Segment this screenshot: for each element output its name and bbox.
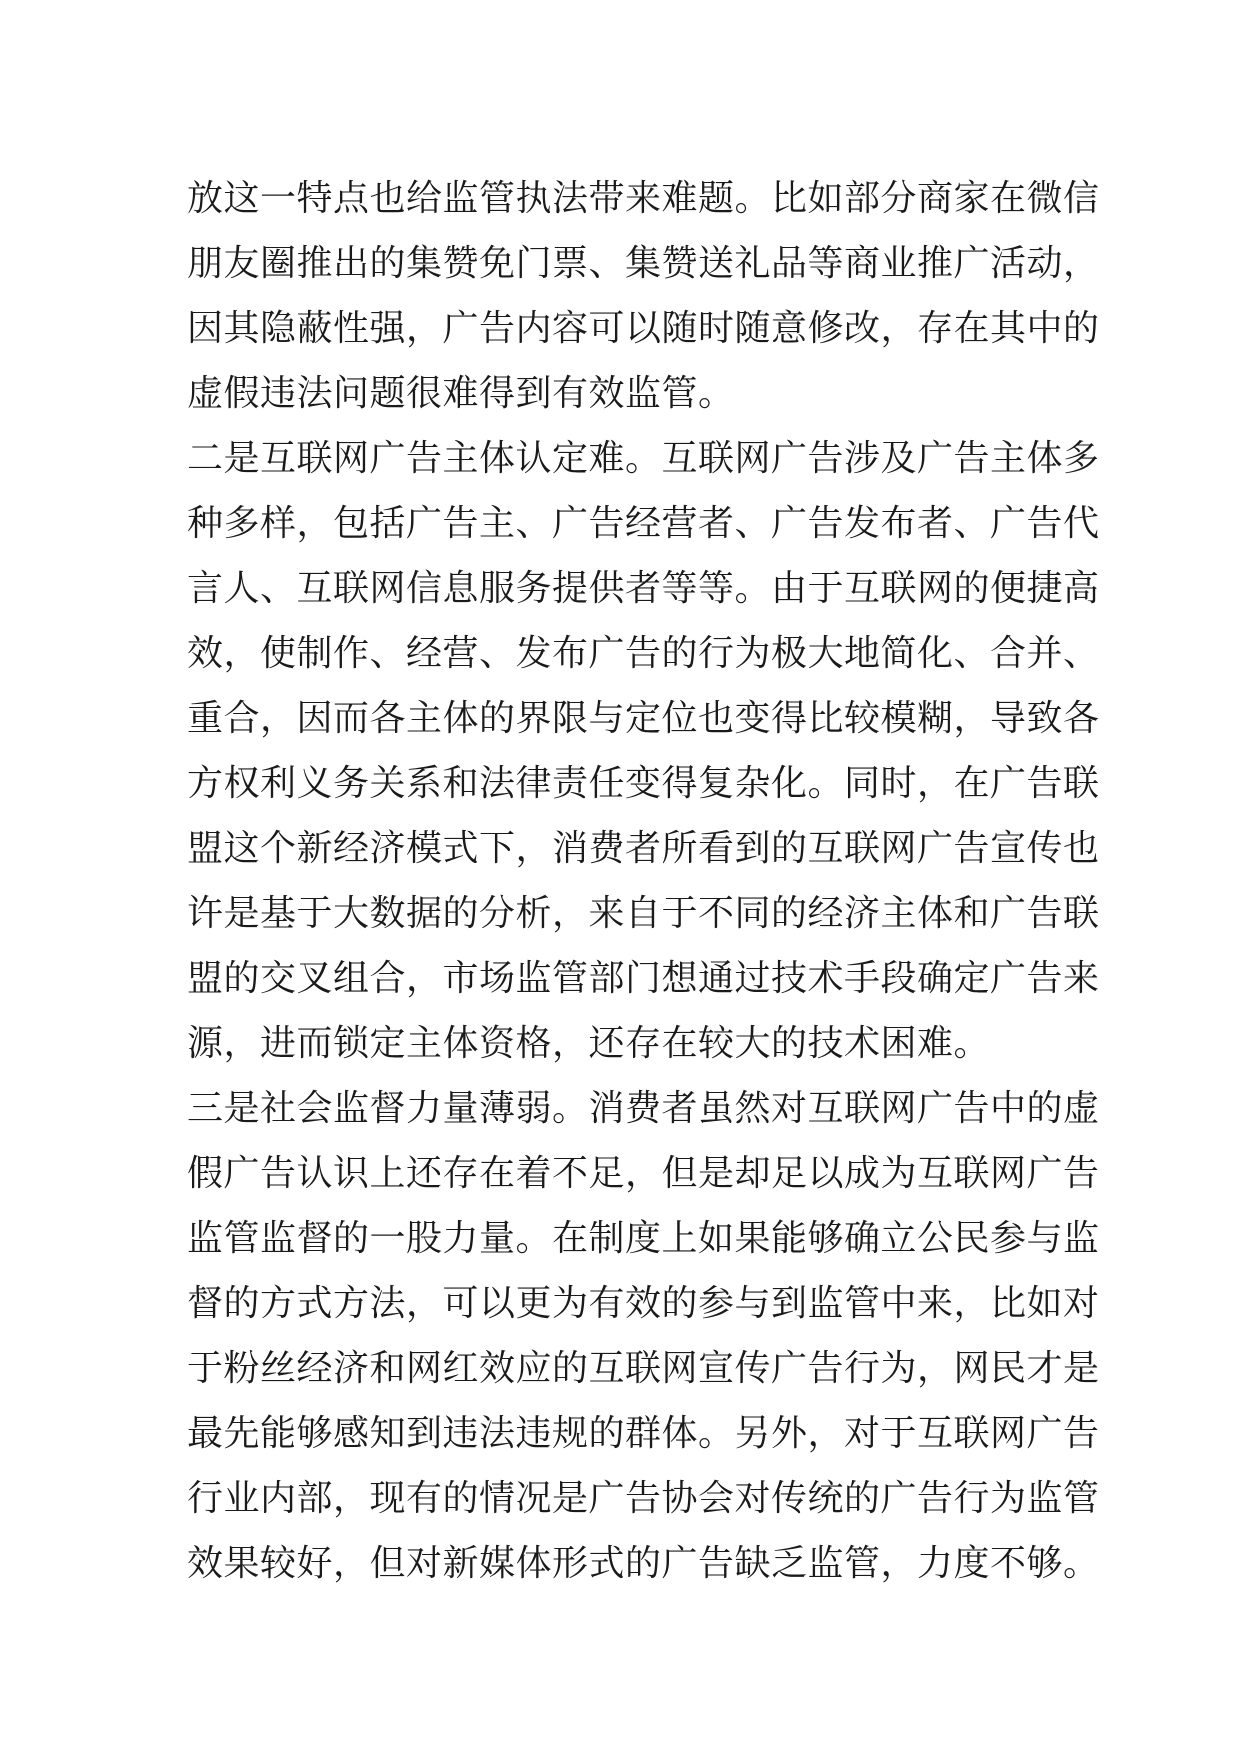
- text-line: 盟这个新经济模式下，消费者所看到的互联网广告宣传也: [187, 828, 1100, 869]
- text-line: 假广告认识上还存在着不足，但是却足以成为互联网广告: [187, 1153, 1100, 1194]
- text-line: 朋友圈推出的集赞免门票、集赞送礼品等商业推广活动，: [187, 243, 1100, 284]
- text-line: 虚假违法问题很难得到有效监管。: [187, 373, 735, 414]
- text-line: 种多样，包括广告主、广告经营者、广告发布者、广告代: [187, 503, 1100, 544]
- text-line: 于粉丝经济和网红效应的互联网宣传广告行为，网民才是: [187, 1348, 1100, 1389]
- text-line: 督的方式方法，可以更为有效的参与到监管中来，比如对: [187, 1283, 1100, 1324]
- body-text: [187, 166, 1100, 1596]
- text-line: 源，进而锁定主体资格，还存在较大的技术困难。: [187, 1023, 991, 1064]
- text-line: 方权利义务关系和法律责任变得复杂化。同时，在广告联: [187, 763, 1100, 804]
- text-line: 因其隐蔽性强，广告内容可以随时随意修改，存在其中的: [187, 308, 1100, 349]
- text-line: 最先能够感知到违法违规的群体。另外，对于互联网广告: [187, 1413, 1100, 1454]
- text-line: 言人、互联网信息服务提供者等等。由于互联网的便捷高: [187, 568, 1100, 609]
- text-line: 二是互联网广告主体认定难。互联网广告涉及广告主体多: [187, 438, 1100, 479]
- text-line: 放这一特点也给监管执法带来难题。比如部分商家在微信: [187, 178, 1100, 219]
- text-line: 重合，因而各主体的界限与定位也变得比较模糊，导致各: [187, 698, 1100, 739]
- text-line: 效果较好，但对新媒体形式的广告缺乏监管，力度不够。: [187, 1543, 1100, 1584]
- text-line: 效，使制作、经营、发布广告的行为极大地简化、合并、: [187, 633, 1100, 674]
- text-line: 行业内部，现有的情况是广告协会对传统的广告行为监管: [187, 1478, 1100, 1519]
- text-line: 许是基于大数据的分析，来自于不同的经济主体和广告联: [187, 893, 1100, 934]
- text-line: 盟的交叉组合，市场监管部门想通过技术手段确定广告来: [187, 958, 1100, 999]
- text-line: 监管监督的一股力量。在制度上如果能够确立公民参与监: [187, 1218, 1100, 1259]
- text-line: 三是社会监督力量薄弱。消费者虽然对互联网广告中的虚: [187, 1088, 1100, 1129]
